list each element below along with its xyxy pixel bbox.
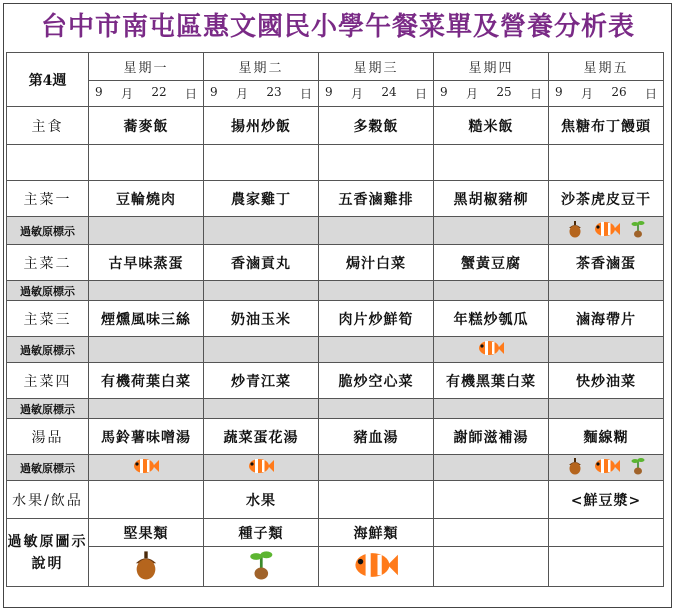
day-name: 星期三 — [319, 53, 434, 81]
allergy-row — [7, 281, 664, 301]
fish-icon — [352, 548, 400, 582]
allergy-cell — [204, 337, 319, 363]
allergy-cell — [204, 217, 319, 245]
dish-cell — [89, 481, 204, 519]
row-label: 湯品 — [7, 419, 89, 455]
date-day-unit: 日 — [184, 87, 197, 101]
seed-icon — [629, 456, 647, 480]
day-header-row — [7, 53, 664, 81]
legend-icon-cell — [549, 547, 664, 587]
allergy-icons — [204, 456, 318, 480]
date-cell — [319, 81, 434, 107]
allergy-cell — [89, 281, 204, 301]
date-day: 24 — [381, 85, 397, 99]
dish-cell: 農家雞丁 — [204, 181, 319, 217]
dish-cell: 有機荷葉白菜 — [89, 363, 204, 399]
day-name: 星期四 — [434, 53, 549, 81]
seed-icon — [246, 548, 277, 582]
allergy-cell — [549, 399, 664, 419]
dish-cell: 蔬菜蛋花湯 — [204, 419, 319, 455]
fish-icon — [593, 219, 621, 243]
empty-cell — [89, 145, 204, 181]
day-name: 星期五 — [549, 53, 664, 81]
allergy-cell — [549, 455, 664, 481]
date-month-unit: 月 — [350, 87, 363, 101]
nut-icon — [565, 456, 585, 480]
dish-cell: 有機黑葉白菜 — [434, 363, 549, 399]
allergy-cell — [434, 455, 549, 481]
allergy-cell — [204, 281, 319, 301]
allergy-label: 過敏原標示 — [7, 455, 89, 481]
date-month: 9 — [325, 85, 333, 99]
allergy-cell — [89, 337, 204, 363]
dish-cell — [434, 481, 549, 519]
row-label: 主食 — [7, 107, 89, 145]
dish-cell: 脆炒空心菜 — [319, 363, 434, 399]
allergy-icons — [549, 219, 663, 243]
empty-cell — [319, 145, 434, 181]
legend-icon-cell — [319, 547, 434, 587]
dish-cell: 沙茶虎皮豆干 — [549, 181, 664, 217]
empty-cell — [434, 145, 549, 181]
row-label: 主菜一 — [7, 181, 89, 217]
allergy-cell — [89, 455, 204, 481]
fish-icon — [132, 456, 160, 480]
date-day-unit: 日 — [529, 87, 542, 101]
allergy-icons — [89, 456, 203, 480]
dish-cell: 馬鈴薯味噌湯 — [89, 419, 204, 455]
date-month: 9 — [555, 85, 563, 99]
allergy-cell — [89, 217, 204, 245]
date-day-unit: 日 — [644, 87, 657, 101]
dish-cell: 茶香滷蛋 — [549, 245, 664, 281]
dish-cell: 肉片炒鮮筍 — [319, 301, 434, 337]
allergy-cell — [319, 217, 434, 245]
date-row — [7, 81, 664, 107]
dish-cell: 糙米飯 — [434, 107, 549, 145]
row-label: 主菜三 — [7, 301, 89, 337]
allergy-cell — [434, 337, 549, 363]
spacer-row — [7, 145, 664, 181]
date-day-unit: 日 — [299, 87, 312, 101]
row-fruit — [7, 481, 664, 519]
dish-cell: 水果 — [204, 481, 319, 519]
allergy-cell — [204, 399, 319, 419]
dish-cell: 焦糖布丁饅頭 — [549, 107, 664, 145]
allergy-row — [7, 337, 664, 363]
date-month: 9 — [210, 85, 218, 99]
dish-cell: 香滷貢丸 — [204, 245, 319, 281]
date-day: 25 — [496, 85, 512, 99]
dish-cell: 蕎麥飯 — [89, 107, 204, 145]
dish-cell: 豬血湯 — [319, 419, 434, 455]
date-month-unit: 月 — [120, 87, 133, 101]
dish-cell: 揚州炒飯 — [204, 107, 319, 145]
menu-sheet — [6, 52, 663, 604]
empty-cell — [549, 145, 664, 181]
allergy-cell — [319, 337, 434, 363]
row-label: 主菜二 — [7, 245, 89, 281]
menu-table — [6, 52, 664, 587]
row-main1 — [7, 181, 664, 217]
fish-icon — [247, 456, 275, 480]
date-day: 22 — [151, 85, 167, 99]
row-label: 主菜四 — [7, 363, 89, 399]
date-day-unit: 日 — [414, 87, 427, 101]
date-day: 26 — [611, 85, 627, 99]
fish-icon — [593, 456, 621, 480]
nut-icon — [565, 219, 585, 243]
allergy-icons — [434, 338, 548, 362]
legend-item — [434, 519, 549, 547]
allergy-cell — [319, 281, 434, 301]
allergy-cell — [89, 399, 204, 419]
legend-icon-row — [7, 547, 664, 587]
date-cell — [434, 81, 549, 107]
dish-cell: 古早味蒸蛋 — [89, 245, 204, 281]
dish-cell: 奶油玉米 — [204, 301, 319, 337]
allergy-label: 過敏原標示 — [7, 337, 89, 363]
row-staple — [7, 107, 664, 145]
allergy-row — [7, 217, 664, 245]
dish-cell — [319, 481, 434, 519]
allergy-cell — [319, 399, 434, 419]
date-month-unit: 月 — [235, 87, 248, 101]
allergy-row — [7, 455, 664, 481]
row-label: 水果/飲品 — [7, 481, 89, 519]
date-cell — [549, 81, 664, 107]
dish-cell: 炒青江菜 — [204, 363, 319, 399]
legend-item: 海鮮類 — [319, 519, 434, 547]
nut-icon — [129, 548, 163, 582]
seed-icon — [629, 219, 647, 243]
dish-cell: 多穀飯 — [319, 107, 434, 145]
allergy-icons — [549, 456, 663, 480]
dish-cell: 豆輪燒肉 — [89, 181, 204, 217]
date-day: 23 — [266, 85, 282, 99]
allergy-cell — [549, 281, 664, 301]
dish-cell: 煙燻風味三絲 — [89, 301, 204, 337]
legend-label: 過敏原圖示說明 — [7, 519, 89, 587]
legend-row — [7, 519, 664, 547]
date-month-unit: 月 — [580, 87, 593, 101]
allergy-cell — [204, 455, 319, 481]
dish-cell: 五香滷雞排 — [319, 181, 434, 217]
empty-cell — [7, 145, 89, 181]
row-main2 — [7, 245, 664, 281]
row-soup — [7, 419, 664, 455]
dish-cell: 謝師滋補湯 — [434, 419, 549, 455]
date-cell — [204, 81, 319, 107]
dish-cell: <鮮豆漿> — [549, 481, 664, 519]
legend-item — [549, 519, 664, 547]
row-main4 — [7, 363, 664, 399]
page-title: 台中市南屯區惠文國民小學午餐菜單及營養分析表 — [40, 12, 635, 42]
date-month: 9 — [95, 85, 103, 99]
legend-icon-cell — [434, 547, 549, 587]
day-name: 星期一 — [89, 53, 204, 81]
day-name: 星期二 — [204, 53, 319, 81]
dish-cell: 麵線糊 — [549, 419, 664, 455]
allergy-label: 過敏原標示 — [7, 399, 89, 419]
empty-cell — [204, 145, 319, 181]
dish-cell: 焗汁白菜 — [319, 245, 434, 281]
date-cell — [89, 81, 204, 107]
date-month: 9 — [440, 85, 448, 99]
week-label: 第4週 — [7, 53, 89, 107]
allergy-cell — [434, 399, 549, 419]
legend-item: 堅果類 — [89, 519, 204, 547]
legend-icon-cell — [204, 547, 319, 587]
allergy-cell — [319, 455, 434, 481]
dish-cell: 黑胡椒豬柳 — [434, 181, 549, 217]
legend-item: 種子類 — [204, 519, 319, 547]
fish-icon — [477, 338, 505, 362]
allergy-cell — [549, 337, 664, 363]
date-month-unit: 月 — [465, 87, 478, 101]
allergy-row — [7, 399, 664, 419]
legend-icon-cell — [89, 547, 204, 587]
dish-cell: 滷海帶片 — [549, 301, 664, 337]
dish-cell: 快炒油菜 — [549, 363, 664, 399]
allergy-cell — [434, 281, 549, 301]
dish-cell: 年糕炒瓠瓜 — [434, 301, 549, 337]
allergy-cell — [549, 217, 664, 245]
dish-cell: 蟹黃豆腐 — [434, 245, 549, 281]
row-main3 — [7, 301, 664, 337]
allergy-cell — [434, 217, 549, 245]
allergy-label: 過敏原標示 — [7, 217, 89, 245]
allergy-label: 過敏原標示 — [7, 281, 89, 301]
